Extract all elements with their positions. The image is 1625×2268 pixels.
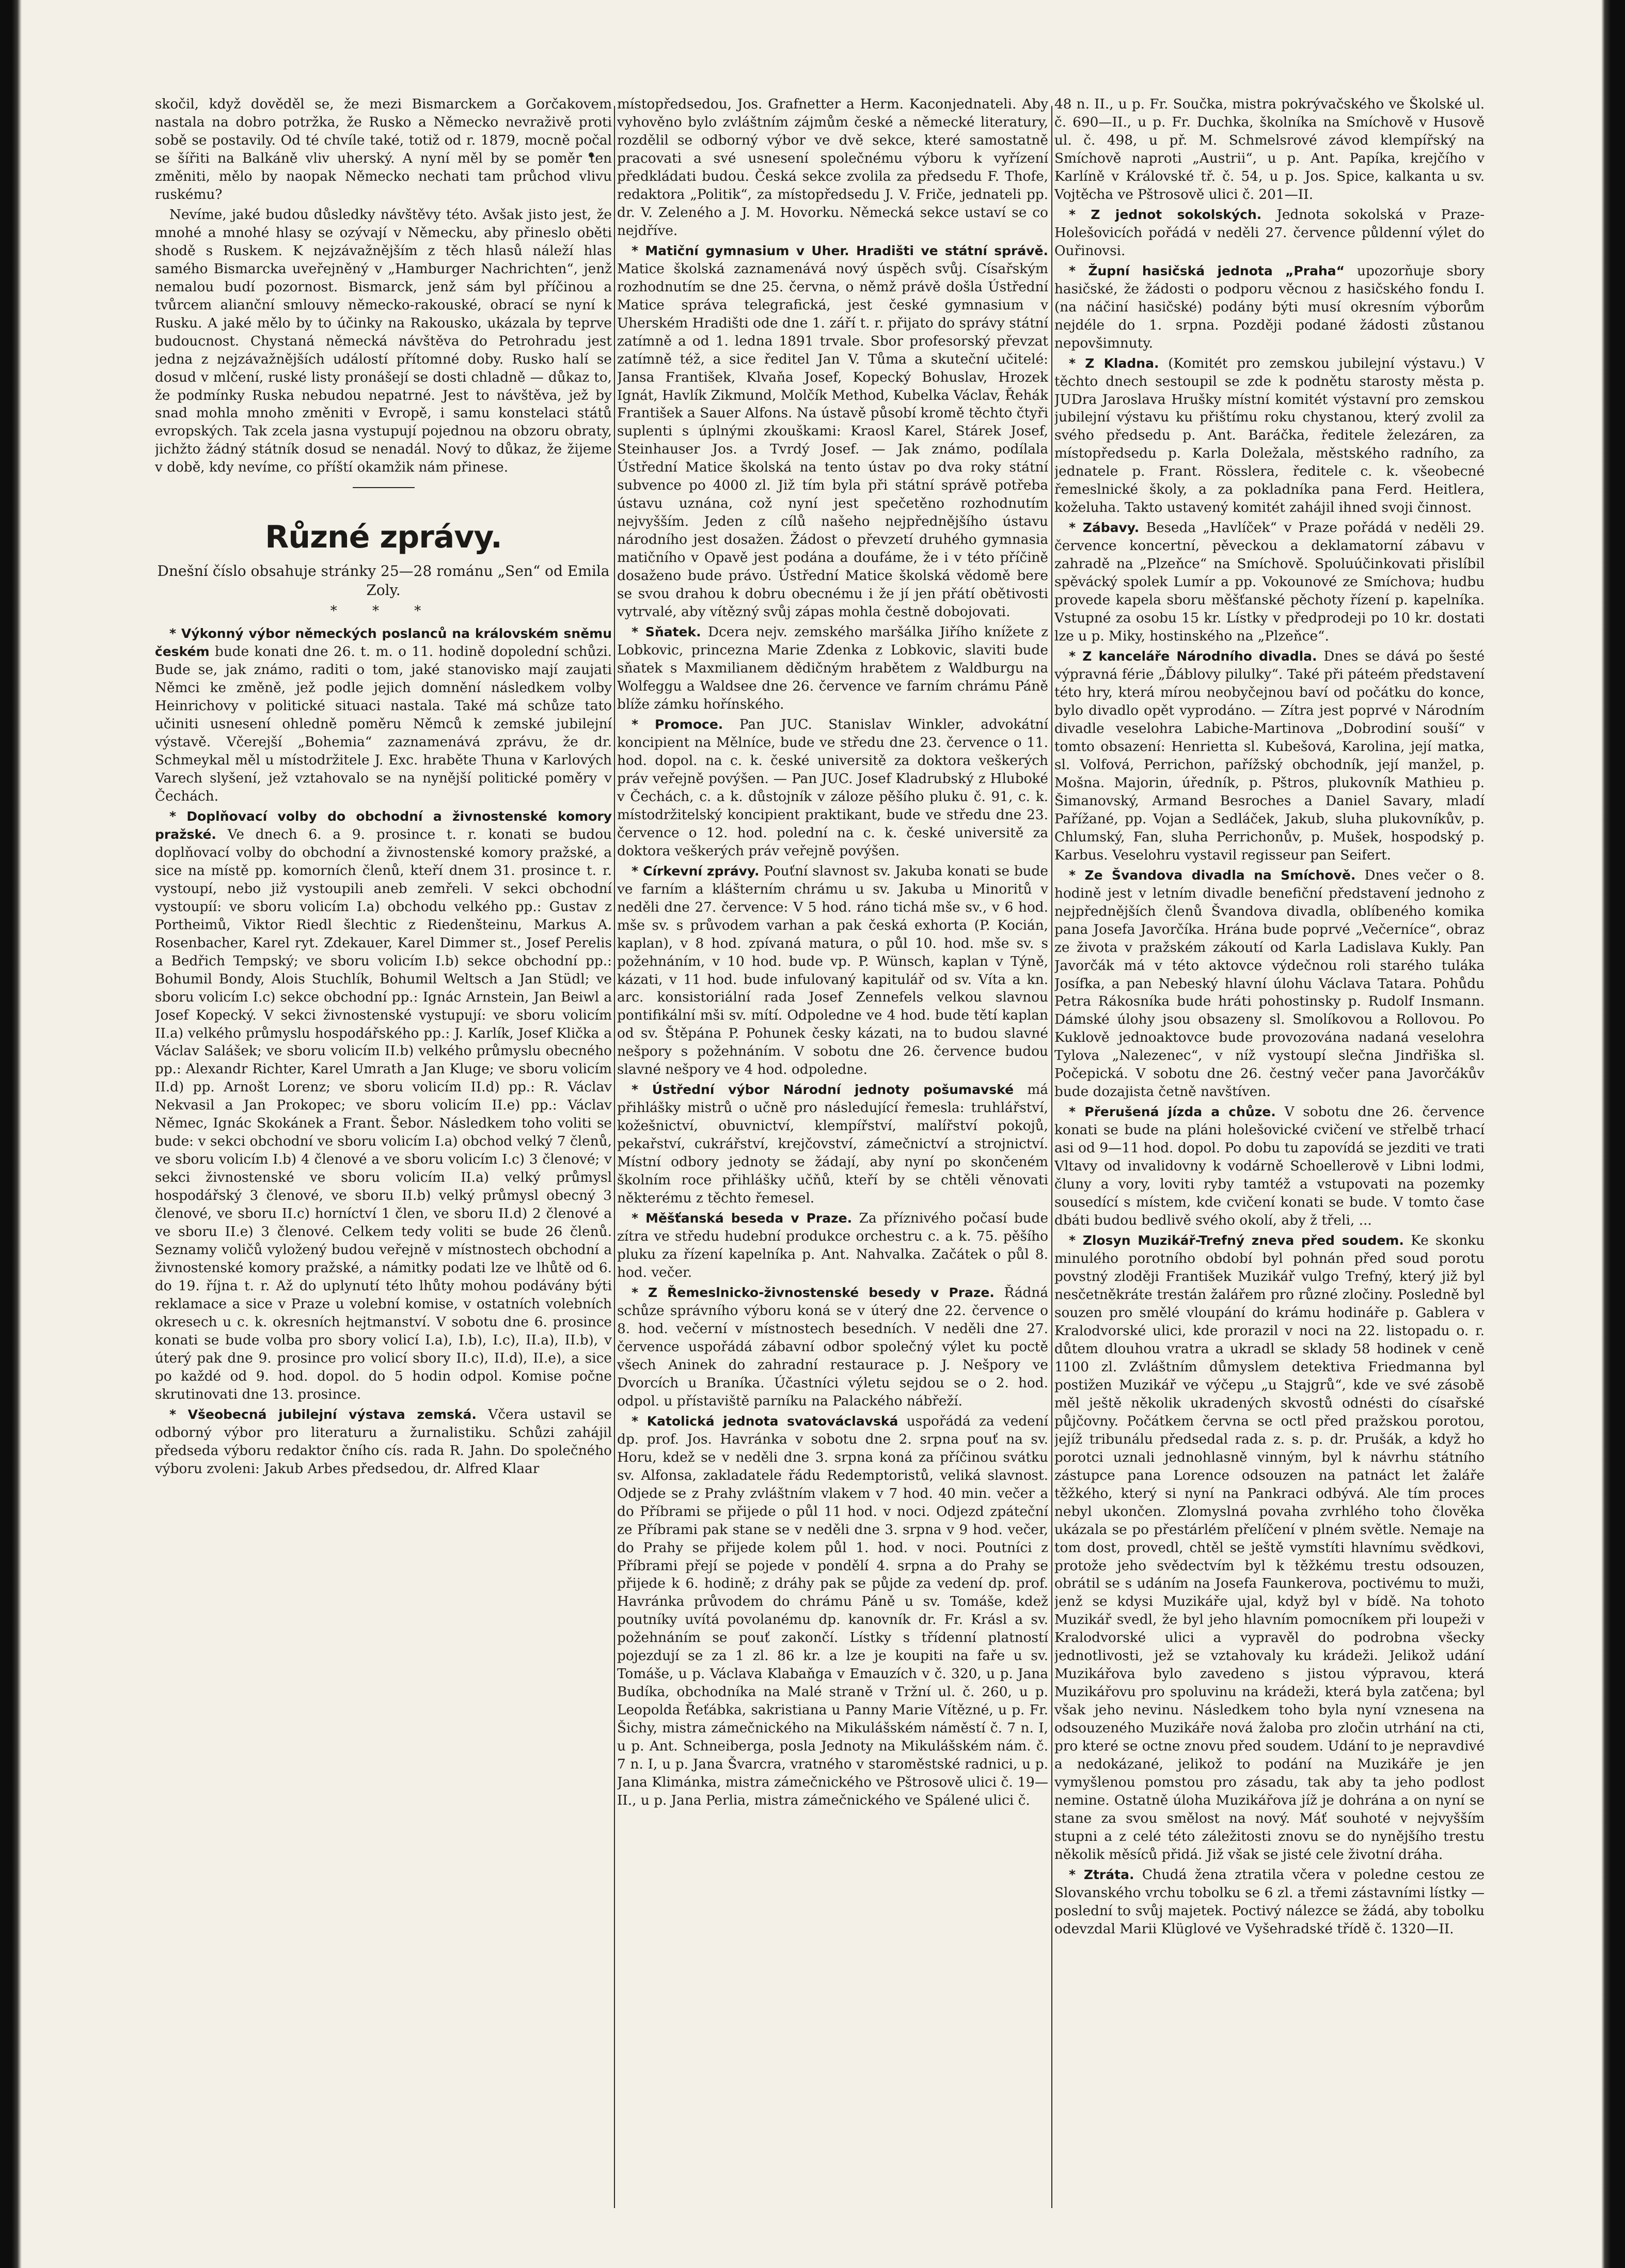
intro-paragraph: Nevíme, jaké budou důsledky návštěvy této. Avšak jisto jest, že mnohé a mnohé hlasy se ozývají v Německu, aby přineslo oběti shodě s Ruskem. K nejzávažnějším z těch hlasů náleží hlas samého Bismarcka uveřejněný v „Hamburger Nachrichten“, jenž nemalou budí pozornost. Bismarck, jenž sám byl příčinou a tvůrcem alianční smlouvy německo-rakouské, obrací se nyní k Rusku. A jaké mělo by to účinky na Rakousko, ukázala by teprve budoucnost. Chystaná německá návštěva do Petrohradu jest jedna z nejzávažnějších událostí přítomné doby. Rusko halí se dosud v mlčení, ruské listy pronášejí se dosti chladně — důkaz to, že podmínky Ruska nebudou nepatrné. Jest to návštěva, jež by snad mohla mnoho změniti v Evropě, i samu konstelaci států evropských. Tak zcela jasna vystupují pojednou na obzoru obraty, jichžto žádný státník dosud se nenadál. Nový to důkaz, že žijeme v době, kdy nevíme, co příští okamžik nám přinese. — [155, 207, 612, 476]
serial-notice: Dnešní číslo obsahuje stránky 25—28 románu „Sen“ od Emila Zoly. — [157, 562, 610, 599]
news-item-headline: * Katolická jednota svatováclavská — [632, 1413, 898, 1429]
news-item — [155, 625, 612, 806]
news-item-headline: * Ztráta. — [1069, 1867, 1134, 1882]
news-item-body: (Komitét pro zemskou jubilejní výstavu.) V těchto dnech sestoupil se zde k podnětu starosty města p. JUDra Jaroslava Hrušky místní komitét výstavní pro zemskou jubilejní výstavu ku přištímu roku chystanou, který zvolil za svého předsedu p. Ant. Baráčka, ředitele železáren, za místopředsedu p. Karla Doležala, městského radního, za jednatele p. Frant. Rösslera, ředitele c. k. všeobecné řemeslnické školy, a za pokladníka pana Ferd. Heitlera, koželuha. Takto ustavený komitét zahájil ihned svoji činnost. — [1054, 355, 1485, 516]
stars-divider: * * * — [330, 603, 437, 619]
news-item-headline: * Z Kladna. — [1069, 355, 1159, 371]
news-item-headline: * Z jednot sokolských. — [1069, 207, 1262, 222]
scan-edge-left — [0, 0, 22, 2268]
news-item-headline: * Přerušená jízda a chůze. — [1069, 1104, 1276, 1120]
news-item-body: místopředsedou, Jos. Grafnetter a Herm. Kaconjednateli. Aby vyhověno bylo zvláštním zájmům české a německé literatury, rozdělil se odborný výbor ve dvě sekce, které samostatně pracovati a své usnesení společnému výboru k vyřízení předkládati budou. Česká sekce zvolila za předsedu F. Thofe, redaktora „Politik“, za místopředsedu J. V. Friče, jednateli pp. dr. V. Zeleného a J. M. Hovorku. Německá sekce ustaví se co nejdříve. — [617, 97, 1048, 239]
news-item — [1054, 206, 1485, 260]
column-3 — [1054, 96, 1485, 2218]
news-item — [617, 716, 1048, 861]
news-item-body: má přihlášky mistrů o učně pro následující řemesla: truhlářství, kožešnictví, obuvnictví, klempířství, malířství pokojů, pekařství, cukrářství, krejčovství, zámečnictví a strojnictví. Místní odbory jednoty se žádají, aby nyní po skončeném školním roce přihlášky učňů, kteří by se chtěli věnovati některému z těchto řemesel. — [617, 1082, 1048, 1207]
column-2 — [617, 96, 1048, 2218]
news-item-headline: * Všeobecná jubilejní výstava zemská. — [169, 1406, 477, 1422]
news-item-headline: * Promoce. — [632, 716, 723, 732]
news-item — [617, 1413, 1048, 1810]
news-item — [1054, 519, 1485, 646]
news-item-headline: * Zlosyn Muzikář-Trefný zneva před soudem. — [1069, 1233, 1404, 1248]
news-item — [155, 1406, 612, 1478]
news-item-body: Beseda „Havlíček“ v Praze pořádá v neděli 29. července koncertní, pěveckou a deklamatorní zábavu v zahradě na „Plzeňce“ na Smíchově. Spoluúčinkovati přislíbil spěvácký spolek Lumír a pp. Vokounové ze Smíchova; hudbu provede kapela sboru měšťanské pěchoty řízení p. kapelníka. Vstupné za osobu 15 kr. Lístky v předprodeji po 10 kr. dostati lze u p. Miky, hostinského na „Plzeňce“. — [1054, 520, 1485, 645]
news-item-body: Ke skonku minulého porotního období byl pohnán před soud porotu povstný zloději František Muzikář vulgo Trefný, který již byl nesčetněkráte trestán žalářem pro různé zločiny. Posledně byl souzen pro smělé vloupání do krámu hodináře p. Gablera v Kralodvorské ulici, kde prorazil v noci na 22. listopadu o. r. důtem dlouhou vratra a ukradl se sklady 58 hodinek v ceně 1100 zl. Zvláštním důmyslem detektiva Friedmanna byl postižen Muzikář ve výčepu „u Stajgrů“, kde ve své zásobě měl ještě několik ukradených skvostů odnésti do císařské půjčovny. Počátkem června se octl před pražskou porotou, jejíž tribunálu předsedal rada z. s. p. dr. Prušák, a když ho porotci uznali jednohlasně vinným, byl k návrhu státního zástupce pana Lorence odsouzen na patnáct let žaláře těžkého, který si nyní na Pankraci odbývá. Ale tím proces nebyl ukončen. Zlomyslná povaha zvrhlého toho člověka ukázala se po přestárlém přelíčení v plném světle. Nemaje na tom dost, provedl, chtěl se ještě vymstíti hlavnímu svědkovi, protože jeho svědectvím byl k těžkému trestu odsouzen, obrátil se s udáním na Josefa Faunkerova, poctivému to muži, jenž se kdysi Muzikáře ujal, když byl v bídě. Na tohoto Muzikář svedl, že byl jeho hlavním pomocníkem při loupeži v Kralodvorské ulici a vypravěl do podrobna všecky jednotlivosti, jež se vztahovaly ku krádeži. Jelikož udání Muzikářova bylo zavedeno s jistou výpravou, která Muzikářovu pro spoluvinu na krádeži, která byla zatčena; byl však jeho nevinu. Následkem toho byla nyní vznesena na odsouzeného Muzikáře nová žaloba pro zločin utrhání na cti, pro které se octne znovu před soudem. Udání to je nepravdivé a nedokázané, jelikož to podání na Muzikáře je jen vymyšlenou pomstou pro zásadu, tak aby ta jeho podlost nemine. Ostatně úloha Muzikářova jíž je dohrána a on nyní se stane za svou smělost na nový. Máť souhoté v nejvyšším stupni a z celé této záležitosti znovu se do nynějšího trestu několik měsíců přidá. Již však se jisté cele životní dráha. — [1054, 1233, 1485, 1863]
scan-edge-right — [1601, 0, 1625, 2268]
news-item-body: Matice školská zaznamenává nový úspěch svůj. Císařským rozhodnutím se dne 25. června, o němž právě došla Ústřední Matice správa telegrafická, jest české gymnasium v Uherském Hradišti ode dne 1. září t. r. přijato do správy státní zatímně a od 1. ledna 1891 trvale. Sbor profesorský převzat zatímně též, a sice ředitel Jan V. Tůma a skuteční učitelé: Jansa František, Klvaňa Josef, Kopecký Bohuslav, Hrozek Ignát, Havlík Zikmund, Molčík Method, Kubelka Václav, Řehák František a Sauer Alfons. Na ústavě působí kromě těchto čtyři suplenti s úplnými zkouškami: Kraosl Karel, Stárek Josef, Steinhauser Jos. a Tvrdý Josef. — Jak známo, podílala Ústřední Matice školská na tento ústav po dva roky státní subvence po 4000 zl. Již tím byla při státní správě potřeba ústavu uznána, což nyní jest spečetěno rozhodnutím nejvyšším. Jeden z cílů našeho nejpřednějšího ústavu národního jest dosažen. Žádost o převzetí druhého gymnasia matičního v Opavě jest podána a doufáme, že i v této příčině dosaženo bude právo. Ústřední Matice školská vědomě bere se svou drahou k dobru obecnému i že jí jen přátí obětivosti vytrvalé, aby vítězný svůj zápas mohla čestně dobojovati. — [617, 261, 1048, 620]
news-item — [617, 1081, 1048, 1208]
news-item-body: Chudá žena ztratila včera v poledne cestou ze Slovanského vrchu tobolku se 6 zl. a třemi zástavními lístky — poslední to svůj majetek. Poctivý nálezce se žádá, aby tobolku odevzdal Marii Klüglové ve Vyšehradské třídě č. 1320—II. — [1054, 1867, 1485, 1937]
news-item — [1054, 648, 1485, 865]
column-rule-2 — [1051, 106, 1052, 2208]
section-title: Různé zprávy. — [265, 519, 502, 556]
news-item — [1054, 355, 1485, 518]
news-item — [1054, 96, 1485, 204]
news-item — [617, 1284, 1048, 1411]
news-item — [155, 808, 612, 1404]
news-item-body: upozorňuje sbory hasičské, že žádosti o podporu věcnou z hasičského fondu I. (na náčiní hasičské) podány býti musí okresním výborům nejdéle do 1. srpna. Později podané žádosti zůstanou nepovšimnuty. — [1054, 263, 1485, 351]
news-item — [1054, 262, 1485, 353]
news-item-body: Včera ustavil se odborný výbor pro literaturu a žurnalistiku. Schůzi zahájil předseda výboru redaktor čního cís. rada R. Jahn. Do společného výboru zvoleni: Jakub Arbes předsedou, dr. Alfred Klaar — [155, 1406, 612, 1477]
news-item-body: uspořádá za vedení dp. prof. Jos. Havránka v sobotu dne 2. srpna pouť na sv. Horu, kdež se v neděli dne 3. srpna koná za příčinou svátku sv. Alfonsa, zakladatele řádu Redemptoristů, veliká slavnost. Odjede se z Prahy zvláštním vlakem v 7 hod. 40 min. večer a do Příbrami se přijede o půl 11 hod. v noci. Odjezd zpáteční ze Příbrami pak stane se v neděli dne 3. srpna v 9 hod. večer, do Prahy se přijede kolem půl 1. hod. v noci. Poutníci z Příbrami přejí se pojede v pondělí 4. srpna a do Prahy se přijede k 6. hodině; z dráhy pak se půjde za vedení dp. prof. Havránka průvodem do chrámu Páně u sv. Tomáše, kdež poutníky uvítá povolanému dp. kanovník dr. Fr. Krásl a sv. požehnáním se pouť zakončí. Lístky s třídenní platností pojezdují se za 1 zl. 86 kr. a lze je koupiti na faře u sv. Tomáše, u p. Václava Klabaňga v Emauzích v č. 320, u p. Jana Budíka, obchodníka na Malé straně v Tržní ul. č. 260, u p. Leopolda Řeťábka, sakristiana u Panny Marie Vítězné, u p. Fr. Šichy, mistra zámečnického na Mikulášském náměstí č. 7 n. I, u p. Ant. Schneiberga, posla Jednoty na Mikulášském nám. č. 7 n. I, u p. Jana Švarcra, vratného v staroměstské radnici, u p. Jana Klimánka, mistra zámečnického ve Pštrosově ulici č. 19—II., u p. Jana Perlia, mistra zámečnického ve Spálené ulici č. — [617, 1413, 1048, 1809]
news-item-body: V sobotu dne 26. července konati se bude na pláni holešovické cvičení ve střelbě trhací asi od 9—11 hod. dopol. Po dobu tu zapovídá se jezditi ve trati Vltavy od invalidovny k vodárně Schoellerově v Libni lodmi, čluny a vory, loviti ryby tamtéž a vstupovati na pozemky sousedící s místem, kde cvičení konati se bude. V tomto čase dbáti budou bedlivě svého okolí, aby ž třeli, ... — [1054, 1104, 1485, 1229]
news-item-headline: * Matiční gymnasium v Uher. Hradišti ve státní správě. — [632, 243, 1048, 258]
newspaper-page — [155, 96, 1485, 2218]
column-1 — [155, 96, 612, 2218]
news-items — [617, 96, 1048, 1810]
news-items — [155, 625, 612, 1478]
news-item-body: Ve dnech 6. a 9. prosince t. r. konati se budou doplňovací volby do obchodní a živnostenské komory pražské, a sice na místě pp. komorních členů, kteří dnem 31. prosince t. r. vystoupí, nebo již vystoupili aneb zemřeli. V sekci obchodní vystoupíí: ve sboru volicím I.a) obchodu velkého pp.: Gustav z Portheimů, Viktor Riedl šlechtic z Riedenšteinu, Markus A. Rosenbacher, Karel ryt. Zdekauer, Karel Dimmer st., Josef Perelis a Bedřich Tempský; ve sboru volicím I.b) sekce obchodní pp.: Bohumil Bondy, Alois Stuchlík, Bohumil Weltsch a Jan Stüdl; ve sboru volicím I.c) sekce obchodní pp.: Ignác Arnstein, Jan Beiwl a Josef Kopecký. V sekci živnostenské vystupují: ve sboru volicím II.a) velkého průmyslu hospodářského pp.: J. Karlík, Josef Klička a Václav Salášek; ve sboru volicím II.b) velkého průmyslu obecného pp.: Alexandr Richter, Karel Umrath a Jan Kluge; ve sboru volicím II.d) pp. Arnošt Lorenz; ve sboru volicím II.d) pp.: R. Václav Nekvasil a Jan Prokopec; ve sboru volicím II.e) pp.: Václav Němec, Ignác Skokánek a Frant. Šebor. Následkem toho voliti se bude: v sekci obchodní ve sboru volicím I.a) obchod velký 7 členů, ve sboru volicím I.b) 4 členové a ve sboru volicím I.c) 3 členové; v sekci živnostenské ve sboru volicím II.a) velký průmysl hospodářský 3 členové, ve sboru II.b) velký průmysl obecný 3 členové, ve sboru II.c) horníctví 1 člen, ve sboru II.d) 2 členové a ve sboru II.e) 3 členové. Celkem tedy voliti se bude 26 členů. Seznamy voličů vyložený budou veřejně v místnostech obchodní a živnostenské komory pražské, a námitky podati lze ve lhůtě od 6. do 19. října t. r. Až do uplynutí této lhůty mohou podávány býti reklamace a sice v Praze u volební komise, v ostatních volebních okresech u c. k. okresních hejtmanství. V sobotu dne 6. prosince konati se bude volba pro sbory volicí I.a), I.b), I.c), II.a), II.b), v úterý pak dne 9. prosince pro volicí sbory II.c), II.d), II.e), a sice po každé od 9. hod. dopol. do 5 hodin odpol. Komise počne skrutinovati dne 13. prosince. — [155, 826, 612, 1402]
news-item-headline: * Výkonný výbor německých poslanců na královském sněmu českém — [155, 626, 612, 660]
news-item-body: Pouťní slavnost sv. Jakuba konati se bude ve farním a klášterním chrámu u sv. Jakuba u Minoritů v neděli dne 27. července: V 5 hod. ráno tichá mše sv., v 6 hod. mše sv. s průvodem varhan a pak česká exhorta (P. Kocián, kaplan), v 8 hod. zpívaná matura, o půl 10. hod. mše sv. s požehnáním, v 10 hod. bude vp. P. Wünsch, kaplan v Týně, kázati, v 11 hod. bude infulovaný kapitulář od sv. Víta a kn. arc. konsistoriální rada Josef Zennefels velkou slavnou pontifikální mši sv. mítí. Odpoledne ve 4 hod. bude tětí kaplan od sv. Štěpána P. Pohunek česky kázati, na to budou slavné nešpory s požehnáním. V sobotu dne 26. července budou slavné nešpory ve 4 hod. odpoledne. — [617, 863, 1048, 1078]
news-item-body: Dnes se dává po šesté výpravná férie „Ďáblovy pilulky“. Také při páteém představení této hry, která mírou neobyčejnou baví od počátku do konce, bylo divadlo opět vyprodáno. — Zítra jest poprvé v Národním divadle veselohra Labiche-Martinova „Dobrodiní souší“ v tomto obsazení: Henrietta sl. Kubešová, Karolina, její matka, sl. Volfová, Perrichon, pařížský obchodník, její manžel, p. Mošna. Majorin, úředník, p. Pštros, plukovník Mathieu p. Šimanovský, Armand Besroches a Daniel Savary, mladí Pařížané, pp. Vojan a Sedláček, Jakub, sluha plukovníkův, p. Chlumský, Fan, sluha Perrichonův, p. Mušek, hospodský p. Karbus. Veselohru vystavil regisseur pan Seifert. — [1054, 649, 1485, 863]
news-item-body: Dcera nejv. zemského maršálka Jiřího knížete z Lobkovic, princezna Marie Zdenka z Lobkovic, slaviti bude sňatek s Maxmilianem dědičným hrabětem z Waldburgu na Wolfeggu a Waldsee dne 26. července ve farním chrámu Páně blíže zámku hořínského. — [617, 624, 1048, 712]
news-item-headline: * Měšťanská beseda v Praze. — [632, 1211, 853, 1226]
news-item-body: Řádná schůze správního výboru koná se v úterý dne 22. července o 8. hod. večerní v místnostech besedních. V neděli dne 27. července uspořádá zábavní odbor společný výlet ku poctě všech Aninek do zahradní restaurace p. J. Nešpory ve Dvorcích u Braníka. Účastníci výletu sejdou se o 2. hod. odpol. u přístaviště parníku na Palackého nábřeží. — [617, 1285, 1048, 1409]
news-item — [617, 863, 1048, 1080]
news-item-body: 48 n. II., u p. Fr. Součka, mistra pokrývačského ve Školské ul. č. 690—II., u p. Fr. Duchka, školníka na Smíchově v Husově ul. č. 498, u př. M. Schmelsrové závod klempířský na Smíchově naproti „Austrii“, u p. Ant. Papíka, krejčího v Karlíně v Královské tř. č. 54, u p. Jos. Spice, kalkanta u sv. Vojtěcha ve Pštrosově ulici č. 201—II. — [1054, 97, 1485, 202]
news-item-headline: * Z Řemeslnicko-živnostenské besedy v Praze. — [632, 1285, 995, 1300]
news-item-body: Jednota sokolská v Praze-Holešovicích pořádá v neděli 27. července půldenní výlet do Ouřinovsi. — [1054, 207, 1485, 259]
news-item-headline: * Doplňovací volby do obchodní a živnostenské komory pražské. — [155, 808, 612, 842]
news-item — [1054, 1232, 1485, 1864]
news-item — [617, 623, 1048, 714]
section-divider-rule — [353, 487, 415, 488]
news-items — [1054, 96, 1485, 1938]
news-item — [1054, 1866, 1485, 1938]
column-rule-1 — [614, 106, 615, 2208]
news-item-headline: * Sňatek. — [632, 624, 701, 640]
news-item-body: Pan JUC. Stanislav Winkler, advokátní koncipient na Mělníce, bude ve středu dne 23. července o 11. hod. dopol. na c. k. české universitě za doktora veškerých práv veřejně povýšen. — Pan JUC. Josef Kladrubský z Hluboké v Čechách, c. a k. důstojník v záloze pěšího pluku č. 91, c. k. místodržitelský koncipient praktikant, bude ve středu dne 23. července o 12. hod. polední na c. k. české universitě za doktora veškerých práv veřejně povýšen. — [617, 716, 1048, 859]
news-item — [1054, 867, 1485, 1102]
news-item-body: Za příznivého počasí bude zítra ve středu hudební produkce orchestru c. a k. 75. pěšího pluku za řízení kapelníka p. Ant. Nahvalka. Začátek o půl 8. hod. večer. — [617, 1211, 1048, 1280]
intro-paragraph: skočil, když dověděl se, že mezi Bismarckem a Gorčakovem nastala na dobro potržka, že Rusko a Německo nevraživě proti sobě se postavily. Od té chvíle také, totiž od r. 1879, mocně počal se šířiti na Balkáně vliv uherský. A nyní měl by se poměr ten změniti, mělo by naopak Německo nechati tam průchod vlivu ruskému? — [155, 97, 612, 202]
news-item-headline: * Župní hasičská jednota „Praha“ — [1069, 263, 1345, 278]
news-item-headline: * Ústřední výbor Národní jednoty pošumavské — [632, 1082, 1014, 1098]
news-item — [1054, 1103, 1485, 1230]
news-item-headline: * Církevní zprávy. — [632, 863, 760, 879]
news-item — [617, 96, 1048, 240]
news-item — [617, 1210, 1048, 1282]
news-item-headline: * Zábavy. — [1069, 520, 1140, 536]
news-item-headline: * Ze Švandova divadla na Smíchově. — [1069, 867, 1356, 883]
news-item — [617, 242, 1048, 621]
news-item-body: Dnes večer o 8. hodině jest v letním divadle benefiční představení jednoho z nejpřednějších členů Švandova divadla, oblíbeného komika pana Josefa Javorčíka. Hrána bude poprvé „Večerníce“, obraz ze života v pražském zákoutí od Karla Ladislava Kukly. Pan Javorčák má v této aktovce výdečnou roli starého tuláka Josífka, a pan Nebeský hlavní úlohu Václava Tatara. Pohůdu Petra Rákosníka bude hráti pohostinsky p. Rudolf Insmann. Dámské úlohy jsou obsazeny sl. Smolíkovou a Rollovou. Po Kuklově jednoaktovce bude provozována nadaná veselohra Tylova „Nalezenec“, v níž vystoupí slečna Jindřiška sl. Počepická. V sobotu dne 26. čestný večer pana Javorčákův bude dozajista četně navštíven. — [1054, 867, 1485, 1100]
news-item-headline: * Z kanceláře Národního divadla. — [1069, 649, 1317, 664]
news-item-body: bude konati dne 26. t. m. o 11. hodině dopolední schůzi. Bude se, jak známo, raditi o tom, jaké stanovisko mají zaujati Němci ke změně, jež podle jejich domnění následkem volby Heinrichovy v politické situaci nastala. Také má schůze tato učiniti usnesení ohledně poměru Němců k zemské jubilejní výstavě. Včerejší „Bohemia“ zaznamenává zprávu, že dr. Schmeykal měl u místodržitele J. Exc. hraběte Thuna v Karlových Varech slyšení, jež vztahovalo se na nynější politické poměry v Čechách. — [155, 644, 612, 804]
